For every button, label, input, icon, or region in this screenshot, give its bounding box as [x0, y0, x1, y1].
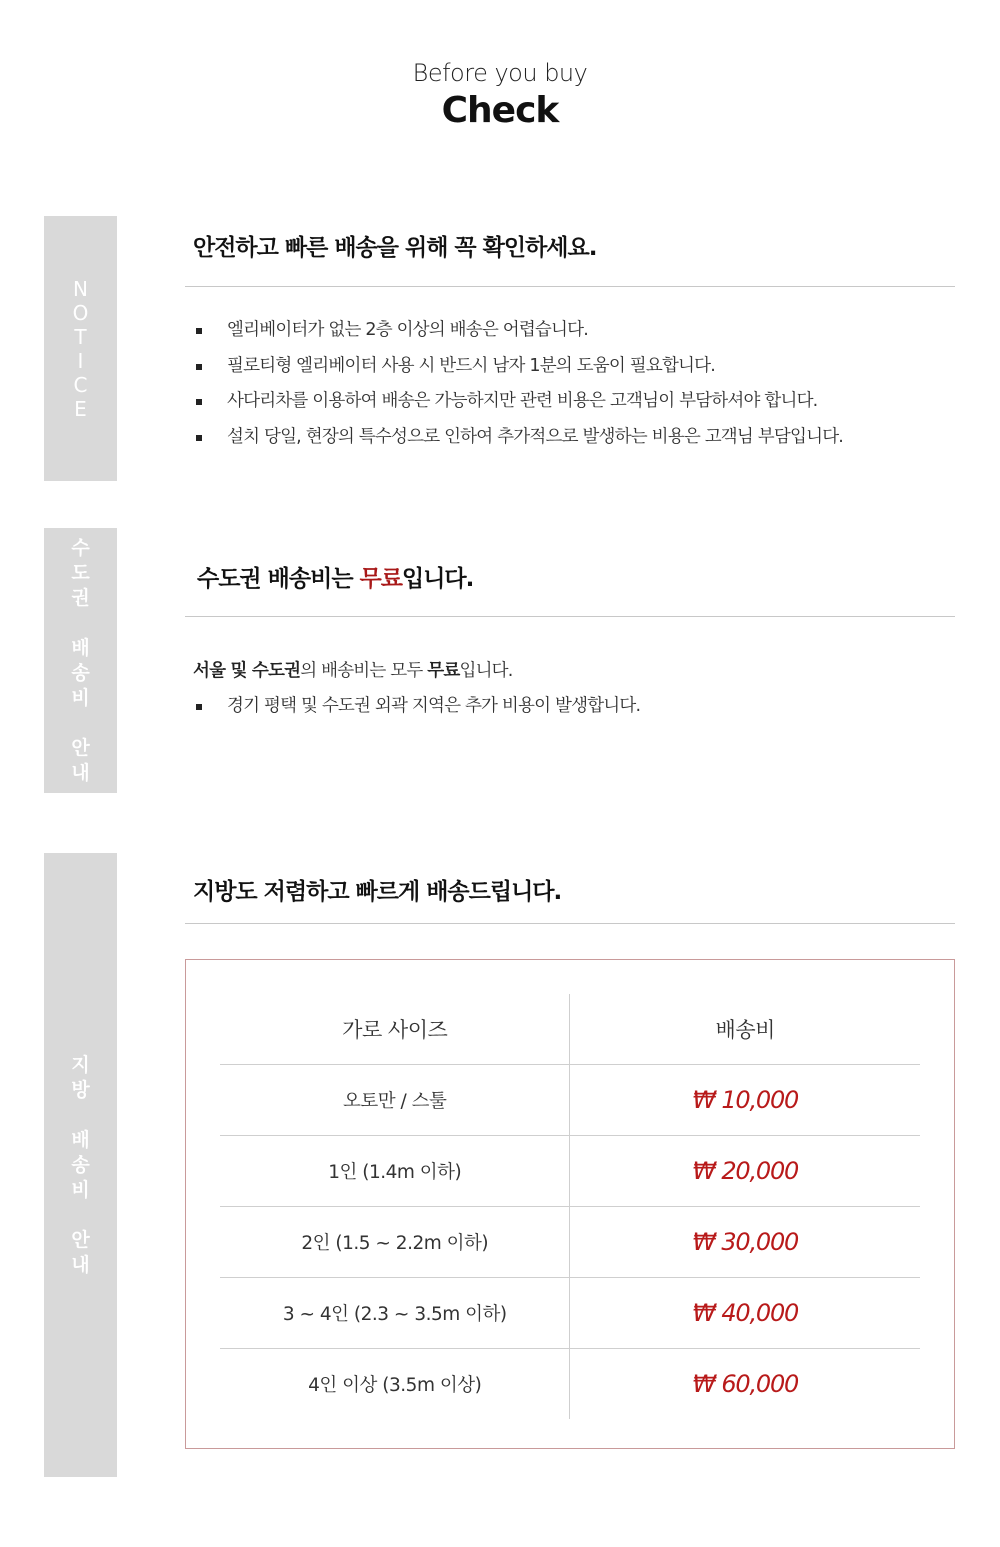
metro-title: 수도권 배송비는 무료입니다. — [197, 566, 474, 592]
shipping-fee-table-box — [185, 959, 955, 1449]
list-item: 엘리베이터가 없는 2층 이상의 배송은 어렵습니다. — [193, 313, 843, 349]
fee-cell: ₩ 30,000 — [570, 1207, 920, 1278]
regional-side-label: 지 방 배 송 비 안 내 — [71, 1053, 90, 1276]
size-cell: 4인 이상 (3.5m 이상) — [220, 1349, 570, 1420]
metro-side-label: 수 도 권 배 송 비 안 내 — [71, 536, 90, 784]
metro-description: 서울 및 수도권의 배송비는 모두 무료입니다. — [193, 661, 513, 681]
page-header — [0, 58, 1000, 132]
size-cell: 3 ~ 4인 (2.3 ~ 3.5m 이하) — [220, 1278, 570, 1349]
table-row — [220, 1065, 920, 1136]
regional-side-tab — [44, 853, 117, 1477]
table-header-row — [220, 994, 920, 1065]
metro-side-tab — [44, 528, 117, 793]
table-row — [220, 1207, 920, 1278]
notice-divider — [185, 286, 955, 287]
header-title: Check — [441, 90, 559, 131]
shipping-fee-table — [220, 994, 920, 1419]
fee-cell: ₩ 20,000 — [570, 1136, 920, 1207]
notice-side-label: N O T I C E — [72, 276, 89, 421]
column-header-fee: 배송비 — [570, 994, 920, 1065]
table-row — [220, 1278, 920, 1349]
size-cell: 1인 (1.4m 이하) — [220, 1136, 570, 1207]
column-header-size: 가로 사이즈 — [220, 994, 570, 1065]
notice-title: 안전하고 빠른 배송을 위해 꼭 확인하세요. — [193, 235, 597, 261]
header-subtitle: Before you buy — [412, 59, 588, 87]
list-item: 사다리차를 이용하여 배송은 가능하지만 관련 비용은 고객님이 부담하셔야 합니다. — [193, 384, 843, 420]
size-cell: 2인 (1.5 ~ 2.2m 이하) — [220, 1207, 570, 1278]
size-cell: 오토만 / 스툴 — [220, 1065, 570, 1136]
notice-list — [193, 313, 843, 455]
regional-title: 지방도 저렴하고 빠르게 배송드립니다. — [193, 879, 562, 905]
list-item: 설치 당일, 현장의 특수성으로 인하여 추가적으로 발생하는 비용은 고객님 부담입니다. — [193, 420, 843, 456]
regional-divider — [185, 923, 955, 924]
notice-side-tab — [44, 216, 117, 481]
fee-cell: ₩ 60,000 — [692, 1370, 799, 1398]
table-row — [220, 1349, 920, 1420]
table-row — [220, 1136, 920, 1207]
fee-cell: ₩ 40,000 — [570, 1278, 920, 1349]
fee-cell: ₩ 10,000 — [570, 1065, 920, 1136]
metro-divider — [185, 616, 955, 617]
free-highlight: 무료 — [359, 566, 402, 592]
metro-list — [193, 689, 640, 725]
list-item: 필로티형 엘리베이터 사용 시 반드시 남자 1분의 도움이 필요합니다. — [193, 349, 843, 385]
list-item: 경기 평택 및 수도권 외곽 지역은 추가 비용이 발생합니다. — [193, 689, 640, 725]
